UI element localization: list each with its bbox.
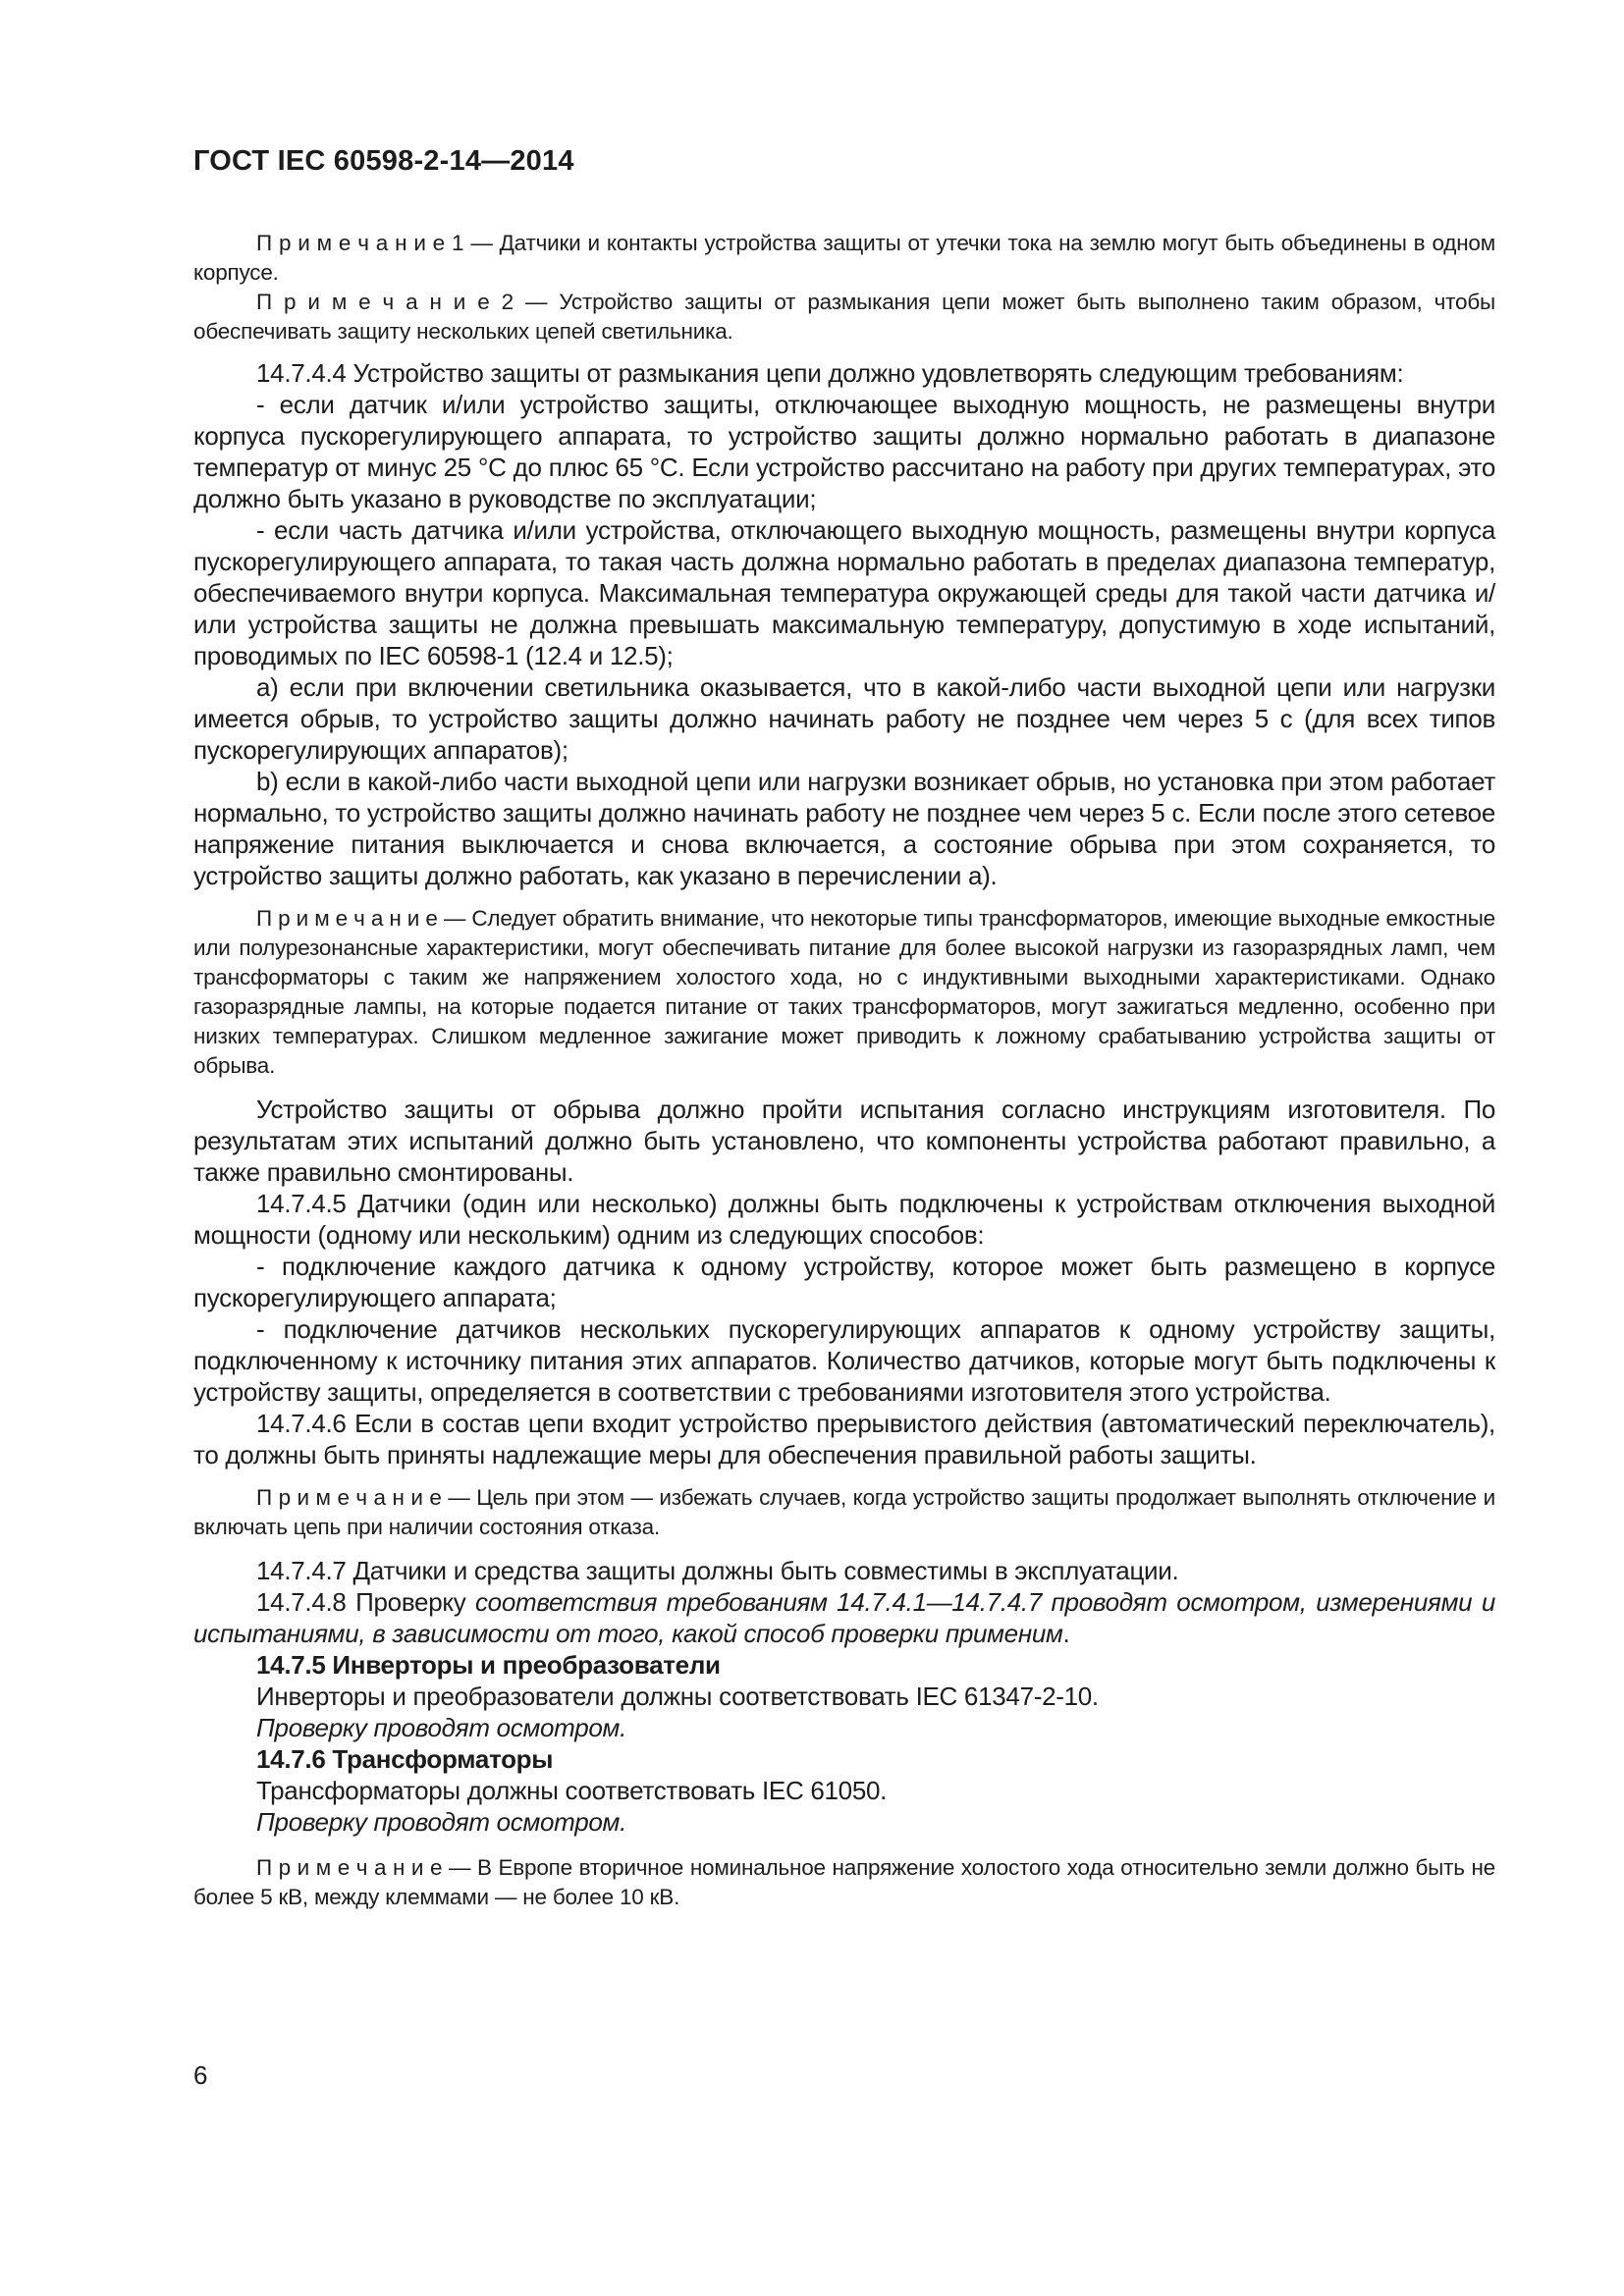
para-list-item-a: a) если при включении светильника оказывается, что в какой-либо части выходной цепи или нагрузки имеется обрыв, то устройство защиты должно начинать работу не позднее чем через 5 с (для всех типов пускорегулирующих аппаратов); (193, 672, 1495, 765)
text-block (193, 145, 1495, 1912)
heading-14-7-5: 14.7.5 Инверторы и преобразователи (256, 1650, 721, 1680)
page-number: 6 (193, 2060, 208, 2090)
running-header: ГОСТ IEC 60598-2-14—2014 (193, 145, 574, 177)
para-check-inverters: Проверку проводят осмотром. (256, 1713, 626, 1742)
para-testing: Устройство защиты от обрыва должно пройти испытания согласно инструкциям изготовителя. По результатам этих испытаний должно быть установлено, что компоненты устройства работают правильно, а также правильно смонтированы. (193, 1095, 1495, 1187)
para-dash-item-2: - если часть датчика и/или устройства, отключающего выходную мощность, размещены внутри корпуса пускорегулирующего аппарата, то такая часть должна нормально работать в пределах диапазона температур, обеспечиваемого внутри корпуса. Максимальная температура окружающей среды для такой части датчика и/или устройства защиты не должна превышать максимальную температуру, допустимую в ходе испытаний, проводимых по IEC 60598-1 (12.4 и 12.5); (193, 515, 1495, 670)
para-14-7-4-5: 14.7.4.5 Датчики (один или несколько) должны быть подключены к устройствам отключения выходной мощности (одному или нескольким) одним из следующих способов: (193, 1189, 1495, 1250)
para-dash-item-4: - подключение датчиков нескольких пускорегулирующих аппаратов к одному устройству защиты, подключенному к источнику питания этих аппаратов. Количество датчиков, которые могут быть подключены к устройству защиты, определяется в соответствии с требованиями изготовителя этого устройства. (193, 1314, 1495, 1407)
para-14-7-4-8-italic: соответствия требованиям 14.7.4.1—14.7.4.7 проводят осмотром, измерениями и испытаниями, в зависимости от того, какой способ проверки применим (193, 1587, 1495, 1648)
para-14-7-4-8 (193, 1586, 1495, 1649)
para-14-7-4-8-tail: . (1062, 1619, 1070, 1648)
para-14-7-4-6: 14.7.4.6 Если в состав цепи входит устройство прерывистого действия (автоматический переключатель), то должны быть приняты надлежащие меры для обеспечения правильной работы защиты. (193, 1409, 1495, 1469)
para-14-7-4-7: 14.7.4.7 Датчики и средства защиты должны быть совместимы в эксплуатации. (256, 1556, 1179, 1585)
para-14-7-4-8-lead: 14.7.4.8 Проверку (256, 1587, 475, 1617)
para-dash-item-3: - подключение каждого датчика к одному устройству, которое может быть размещено в корпусе пускорегулирующего аппарата; (193, 1252, 1495, 1312)
note-1: П р и м е ч а н и е 1 — Датчики и контакты устройства защиты от утечки тока на землю могут быть объединены в одном корпусе. (193, 231, 1495, 285)
para-14-7-4-4: 14.7.4.4 Устройство защиты от размыкания цепи должно удовлетворять следующим требованиям: (256, 358, 1404, 388)
para-transformers: Трансформаторы должны соответствовать IEC 61050. (256, 1776, 888, 1805)
para-inverters: Инверторы и преобразователи должны соответствовать IEC 61347-2-10. (256, 1682, 1099, 1711)
para-dash-item-1: - если датчик и/или устройство защиты, отключающее выходную мощность, не размещены внутри корпуса пускорегулирующего аппарата, то устройство защиты должно нормально работать в диапазоне температур от минус 25 °С до плюс 65 °С. Если устройство рассчитано на работу при других температурах, это должно быть указано в руководстве по эксплуатации; (193, 390, 1495, 513)
note-4: П р и м е ч а н и е — Цель при этом — избежать случаев, когда устройство защиты продолжает выполнять отключение и включать цепь при наличии состояния отказа. (193, 1485, 1495, 1539)
para-check-transformers: Проверку проводят осмотром. (256, 1807, 626, 1837)
note-2: П р и м е ч а н и е 2 — Устройство защиты от размыкания цепи может быть выполнено таким образом, чтобы обеспечивать защиту нескольких цепей светильника. (193, 290, 1495, 344)
note-3: П р и м е ч а н и е — Следует обратить внимание, что некоторые типы трансформаторов, имеющие выходные емкостные или полурезонансные характеристики, могут обеспечивать питание для более высокой нагрузки из газоразрядных ламп, чем трансформаторы с таким же напряжением холостого хода, но с индуктивными выходными характеристиками. Однако газоразрядные лампы, на которые подается питание от таких трансформаторов, могут зажигаться медленно, особенно при низких температурах. Слишком медленное зажигание может приводить к ложному срабатыванию устройства защиты от обрыва. (193, 906, 1495, 1078)
para-list-item-b: b) если в какой-либо части выходной цепи или нагрузки возникает обрыв, но установка при этом работает нормально, то устройство защиты должно начинать работу не позднее чем через 5 с. Если после этого сетевое напряжение питания выключается и снова включается, а состояние обрыва при этом сохраняется, то устройство защиты должно работать, как указано в перечислении а). (193, 767, 1495, 890)
note-5: П р и м е ч а н и е — В Европе вторичное номинальное напряжение холостого хода относительно земли должно быть не более 5 кВ, между клеммами — не более 10 кВ. (193, 1855, 1495, 1909)
heading-14-7-6: 14.7.6 Трансформаторы (256, 1744, 554, 1774)
